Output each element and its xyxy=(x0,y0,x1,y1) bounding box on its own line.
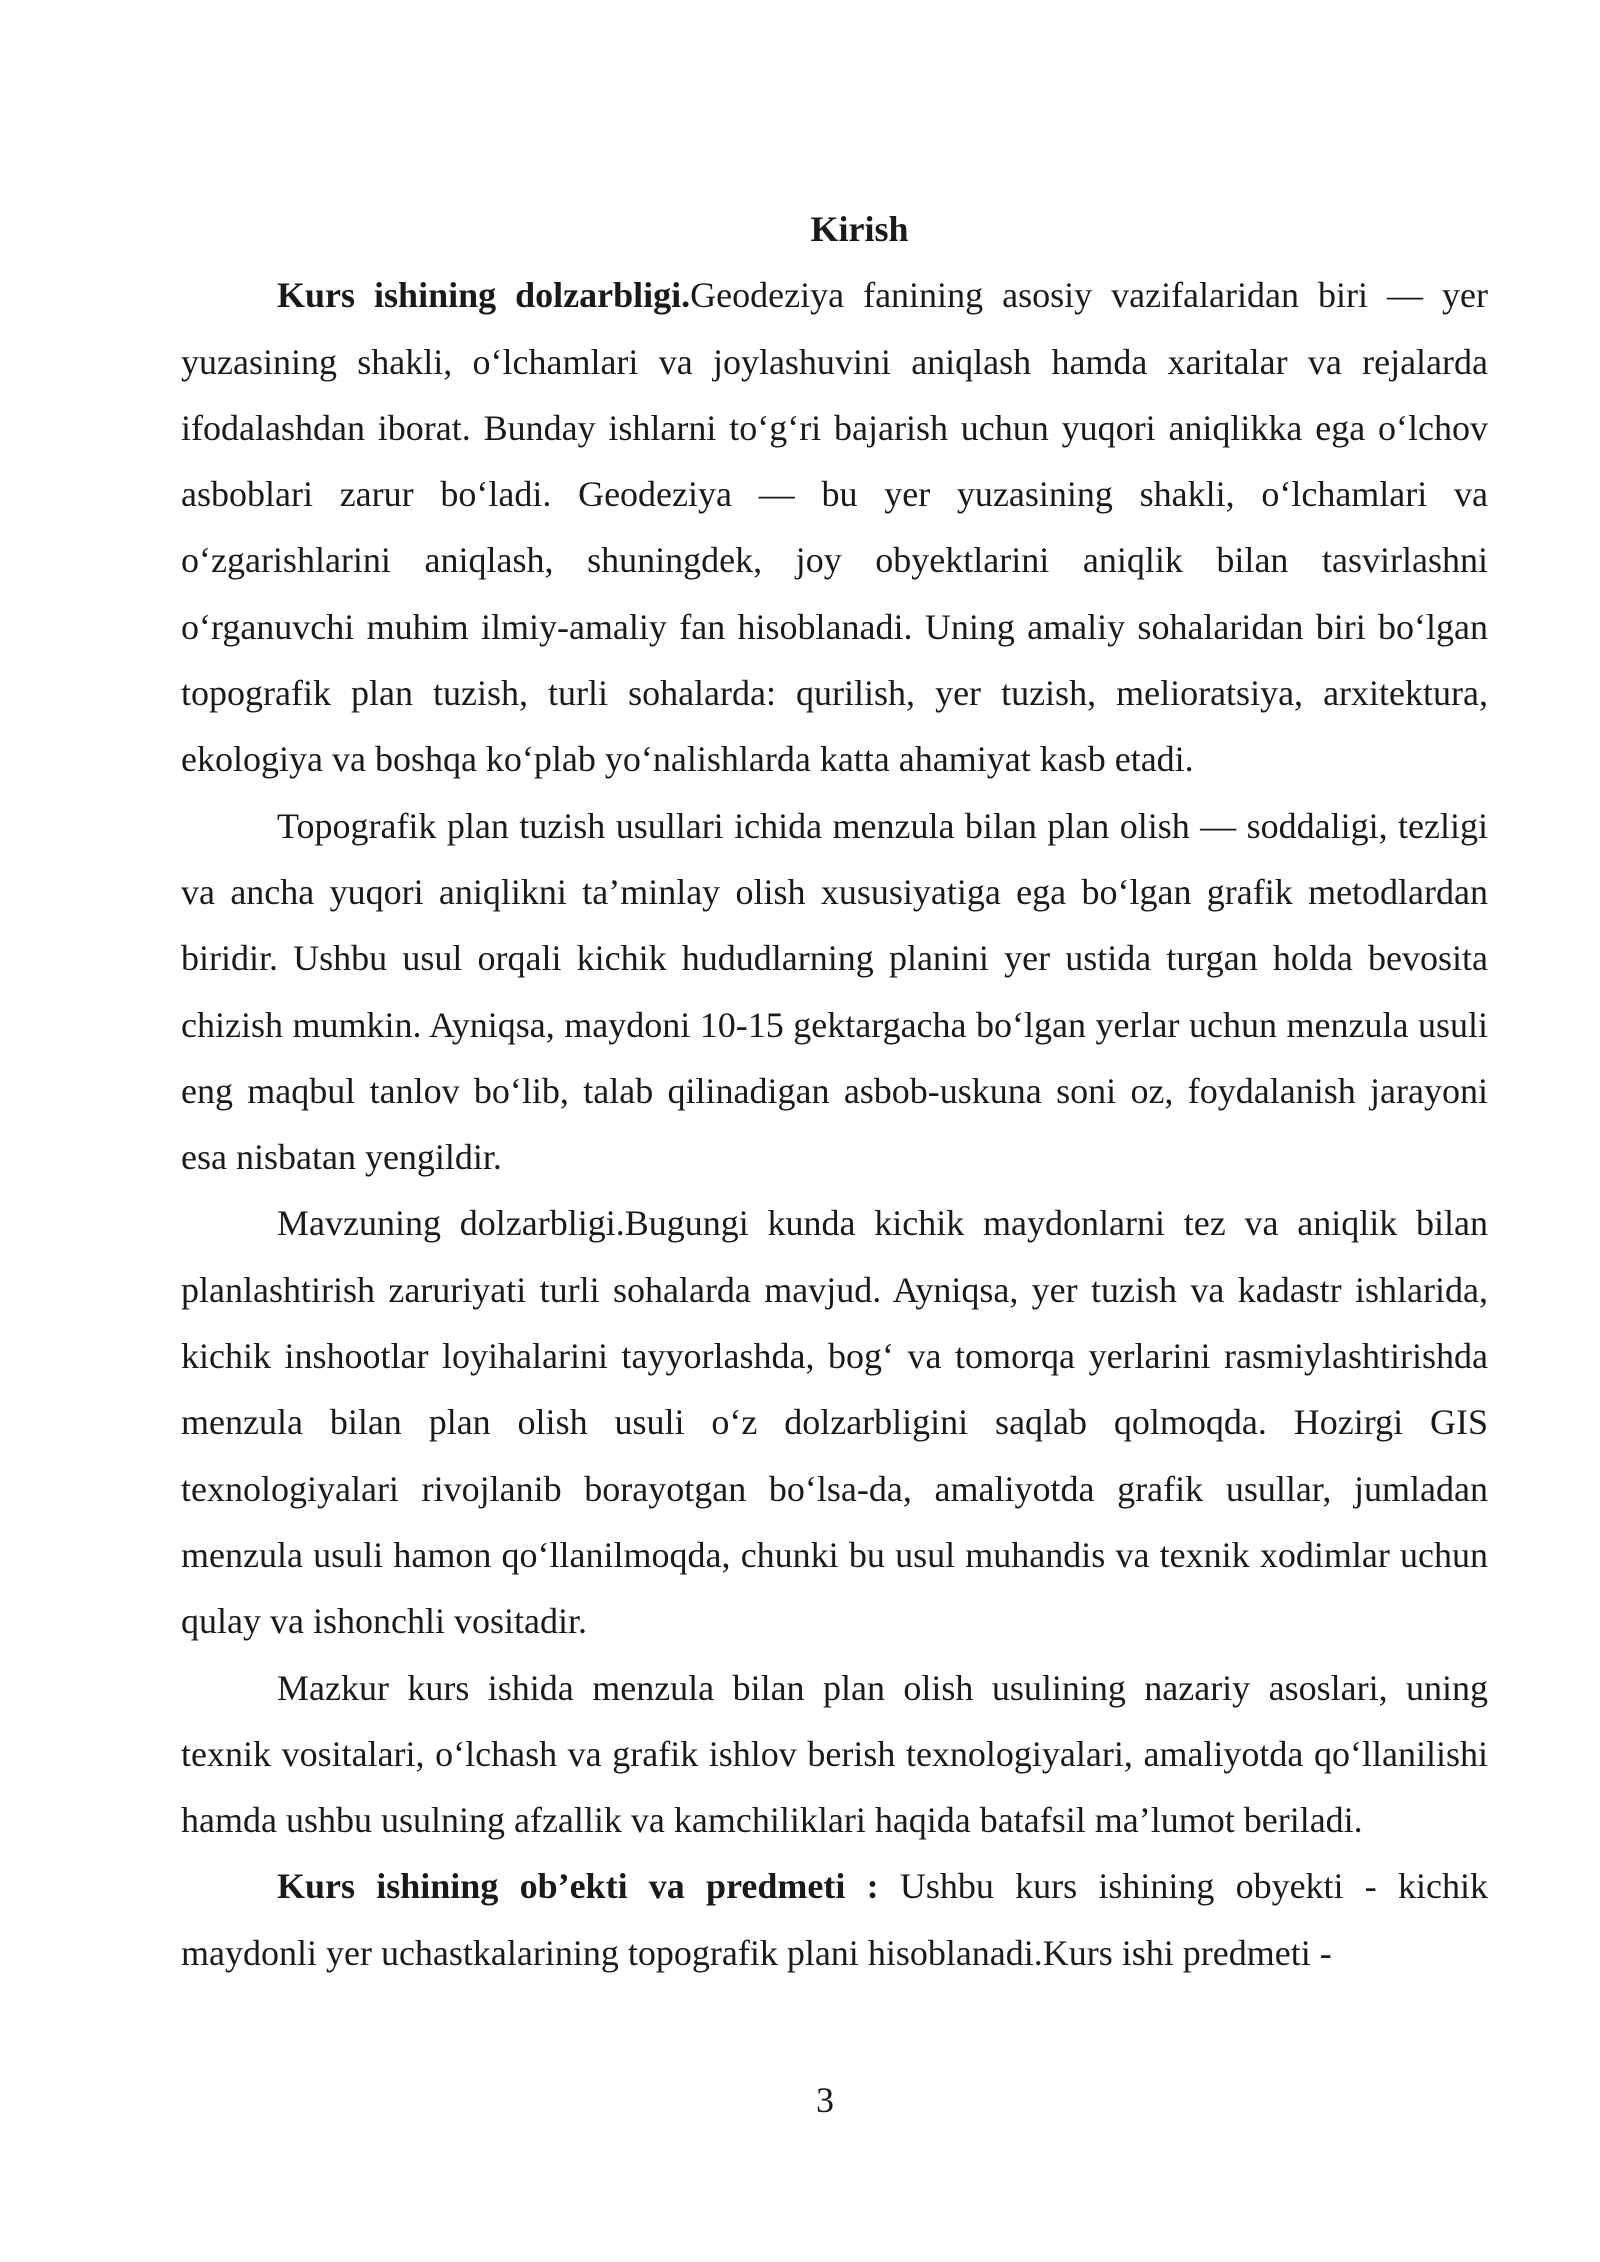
paragraph-methods xyxy=(181,793,1488,1191)
paragraph-text: Mavzuning dolzarbligi.Bugungi kunda kichik maydonlarni tez va aniqlik bilan planlashtirish zaruriyati turli sohalarda mavjud. Ayniqsa, yer tuzish va kadastr ishlarida, kichik inshootlar loyihalarini tayyorlashda, bog‘ va tomorqa yerlarini rasmiylashtirishda menzula bilan plan olish usuli o‘z dolzarbligini saqlab qolmoqda. Hozirgi GIS texnologiyalari rivojlanib borayotgan bo‘lsa-da, amaliyotda grafik usullar, jumladan menzula usuli hamon qo‘llanilmoqda, chunki bu usul muhandis va texnik xodimlar uchun qulay va ishonchli vositadir. xyxy=(181,1203,1488,1642)
document-body xyxy=(181,196,1488,1986)
paragraph-topic-relevance xyxy=(181,1190,1488,1654)
paragraph-text: Mazkur kurs ishida menzula bilan plan olish usulining nazariy asoslari, uning texnik vositalari, o‘lchash va grafik ishlov berish texnologiyalari, amaliyotda qo‘llanilishi hamda ushbu usulning afzallik va kamchiliklari haqida batafsil ma’lumot beriladi. xyxy=(181,1667,1488,1841)
paragraph-text: Geodeziya fanining asosiy vazifalaridan biri — yer yuzasining shakli, o‘lchamlari va joylashuvini aniqlash hamda xaritalar va rejalarda ifodalashdan iborat. Bunday ishlarni to‘g‘ri bajarish uchun yuqori aniqlikka ega o‘lchov asboblari zarur bo‘ladi. Geodeziya — bu yer yuzasining shakli, o‘lchamlari va o‘zgarishlarini aniqlash, shuningdek, joy obyektlarini aniqlik bilan tasvirlashni o‘rganuvchi muhim ilmiy-amaliy fan hisoblanadi. Uning amaliy sohalaridan biri bo‘lgan topografik plan tuzish, turli sohalarda: qurilish, yer tuzish, melioratsiya, arxitektura, ekologiya va boshqa ko‘plab yo‘nalishlarda katta ahamiyat kasb etadi. xyxy=(181,275,1489,780)
paragraph-object-subject xyxy=(181,1853,1488,1986)
section-heading: Kirish xyxy=(810,209,909,249)
paragraph-scope xyxy=(181,1655,1488,1854)
paragraph-text: Ushbu kurs ishining obyekti - kichik maydonli yer uchastkalarining topografik plani hisoblanadi.Kurs ishi predmeti - xyxy=(181,1866,1489,1973)
paragraph-text: Topografik plan tuzish usullari ichida menzula bilan plan olish — soddaligi, tezligi va ancha yuqori aniqlikni ta’minlay olish xususiyatiga ega bo‘lgan grafik metodlardan biridir. Ushbu usul orqali kichik hududlarning planini yer ustida turgan holda bevosita chizish mumkin. Ayniqsa, maydoni 10-15 gektargacha bo‘lgan yerlar uchun menzula usuli eng maqbul tanlov bo‘lib, talab qilinadigan asbob-uskuna soni oz, foydalanish jarayoni esa nisbatan yengildir. xyxy=(181,805,1488,1178)
paragraph-lead: Kurs ishining ob’ekti va predmeti : xyxy=(277,1866,879,1907)
paragraph-relevance xyxy=(181,262,1488,792)
paragraph-lead: Kurs ishining dolzarbligi. xyxy=(277,275,691,316)
page-number: 3 xyxy=(816,2080,834,2120)
